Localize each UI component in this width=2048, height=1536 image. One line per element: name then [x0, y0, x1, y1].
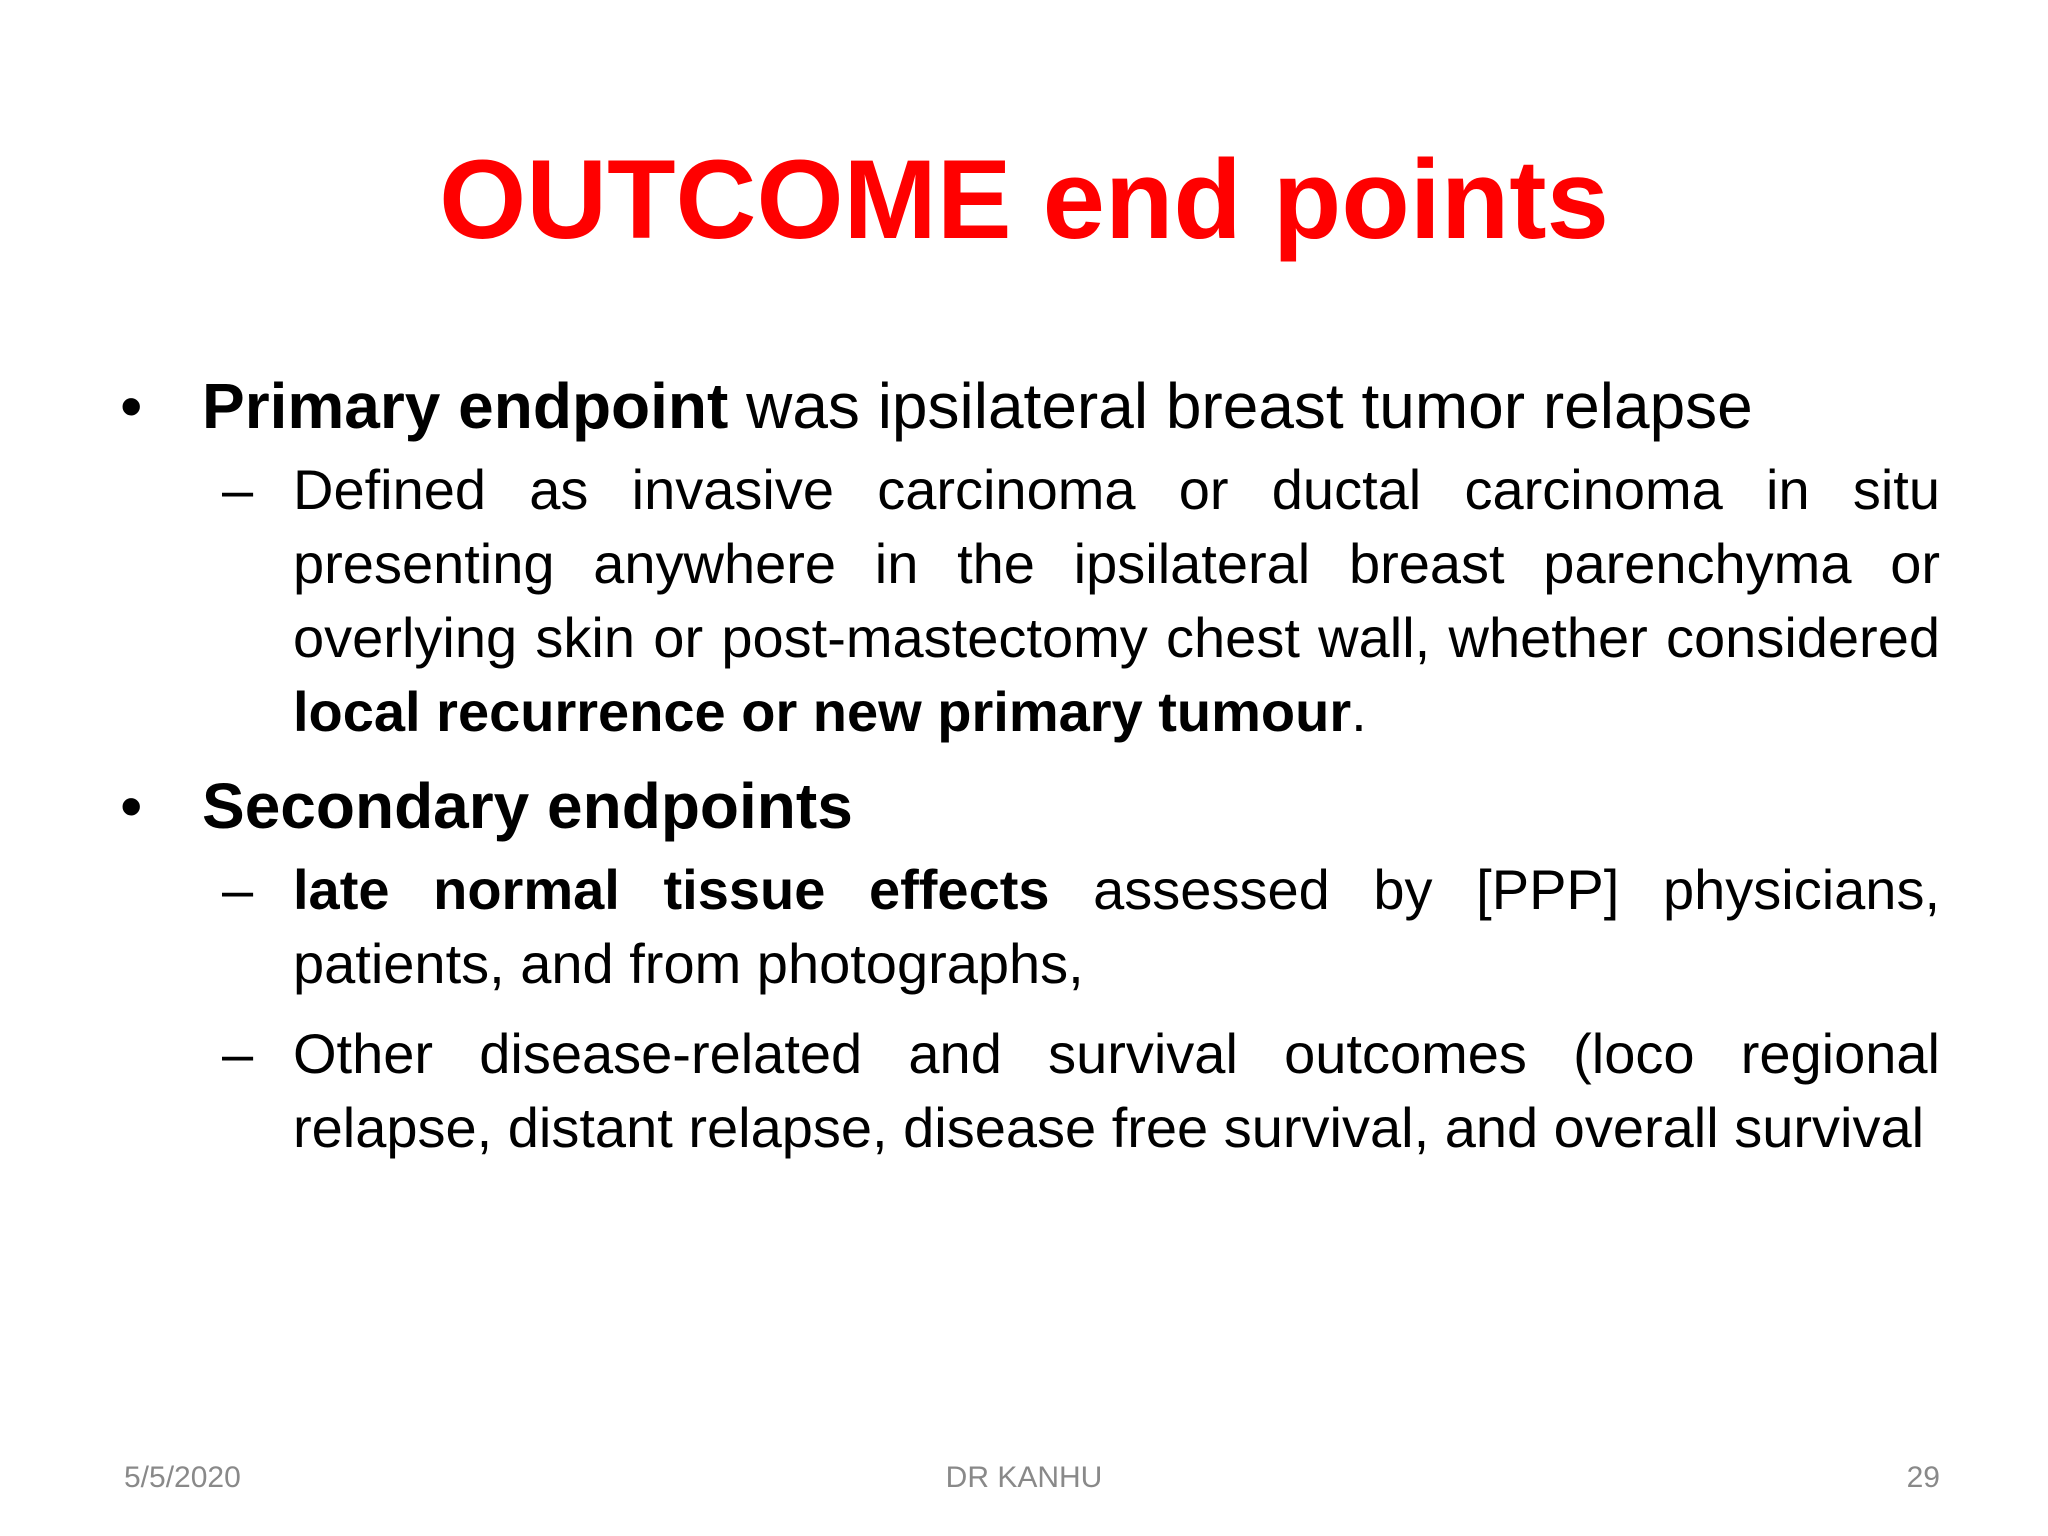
dash-icon: –: [222, 858, 254, 921]
late-effects-text: assessed by [PPP] physicians, patients, and from photographs,: [293, 858, 1941, 995]
late-effects-bold-text: late normal tissue effects: [293, 858, 1050, 921]
sub-bullet-other-outcomes: [120, 1017, 1940, 1165]
secondary-endpoints-label: Secondary endpoints: [202, 770, 853, 842]
definition-tail: .: [1351, 680, 1367, 743]
primary-endpoint-label: Primary endpoint: [202, 370, 729, 442]
bullet-primary-endpoint: [120, 365, 1940, 447]
bullet-dot-icon: •: [120, 770, 143, 842]
primary-endpoint-text: was ipsilateral breast tumor relapse: [728, 370, 1753, 442]
other-outcomes-text: Other disease-related and survival outcomes (loco regional relapse, distant relapse, disease free survival, and overall survival: [293, 1022, 1940, 1159]
footer-page-number: 29: [1906, 1461, 1940, 1494]
sub-bullet-definition: [120, 453, 1940, 749]
dash-icon: –: [222, 458, 254, 521]
dash-icon: –: [222, 1022, 254, 1085]
definition-bold-text: local recurrence or new primary tumour: [293, 680, 1352, 743]
slide-title: OUTCOME end points: [439, 137, 1609, 262]
footer-date: 5/5/2020: [124, 1461, 241, 1494]
definition-text: Defined as invasive carcinoma or ductal carcinoma in situ presenting anywhere in the ipsilateral breast parenchyma or overlying skin or post-mastectomy chest wall, whether considered: [293, 458, 1940, 669]
slide-body: [120, 365, 1940, 1181]
footer-author: DR KANHU: [945, 1461, 1103, 1494]
sub-bullet-late-effects: [120, 853, 1940, 1001]
bullet-dot-icon: •: [120, 370, 143, 442]
bullet-secondary-endpoints: [120, 765, 1940, 847]
